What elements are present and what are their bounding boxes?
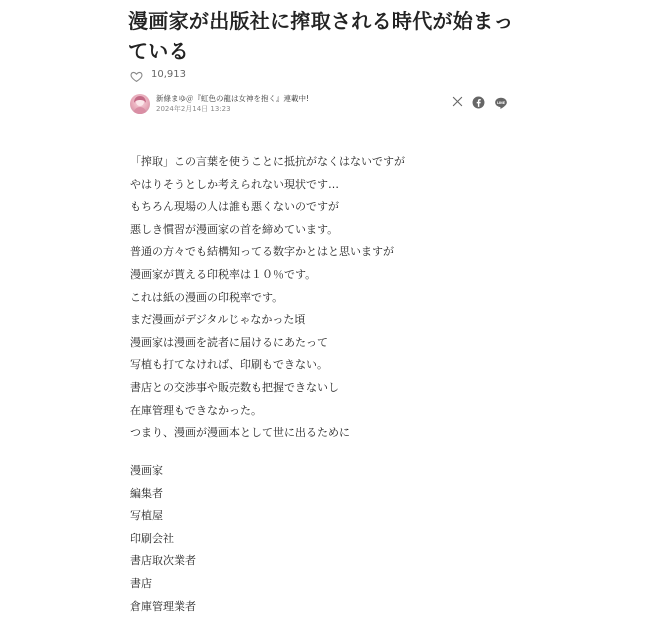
body-line: 書店との交渉事や販売数も把握できないし	[130, 380, 339, 394]
post-date: 2024年2月14日 13:23	[156, 105, 231, 113]
article-body	[130, 151, 405, 445]
role-item: 編集者	[130, 486, 163, 500]
body-line: 写植も打てなければ、印刷もできない。	[130, 358, 328, 372]
body-line: まだ漫画がデジタルじゃなかった頃	[130, 313, 306, 327]
article-title: 漫画家が出版社に搾取される時代が始まっている	[128, 9, 514, 63]
body-line: 「搾取」この言葉を使うことに抵抗がなくはないですが	[130, 155, 405, 168]
author-block	[130, 93, 309, 114]
body-line: 悪しき慣習が漫画家の首を締めています。	[130, 222, 339, 236]
role-item: 漫画家	[130, 464, 163, 477]
body-line: 漫画家は漫画を読者に届けるにあたって	[130, 335, 328, 349]
roles-list	[130, 460, 196, 618]
avatar[interactable]	[130, 94, 150, 114]
line-share-icon[interactable]	[494, 96, 508, 110]
facebook-share-icon[interactable]	[472, 96, 485, 109]
body-line: つまり、漫画が漫画本として世に出るために	[130, 426, 350, 440]
role-item: 書店	[130, 576, 152, 590]
heart-icon[interactable]	[130, 68, 143, 81]
x-share-icon[interactable]	[452, 96, 463, 107]
role-item: 写植屋	[130, 509, 163, 523]
body-line: 漫画家が貰える印税率は１０％です。	[130, 267, 317, 281]
role-item: 印刷会社	[130, 531, 174, 545]
body-line: やはりそうとしか考えられない現状です…	[130, 177, 339, 191]
like-area	[130, 68, 186, 81]
author-name[interactable]: 新條まゆ＠『虹色の龍は女神を抱く』連載中!	[156, 94, 310, 103]
body-line: 普通の方々でも結構知ってる数字かとはと思いますが	[130, 245, 394, 259]
body-line: 在庫管理もできなかった。	[130, 403, 262, 417]
role-item: 倉庫管理業者	[130, 599, 196, 613]
like-count: 10,913	[151, 69, 186, 80]
svg-text:LINE: LINE	[497, 100, 505, 105]
body-line: これは紙の漫画の印税率です。	[130, 290, 284, 304]
body-line: もちろん現場の人は誰も悪くないのですが	[130, 200, 339, 214]
role-item: 書店取次業者	[130, 554, 196, 568]
